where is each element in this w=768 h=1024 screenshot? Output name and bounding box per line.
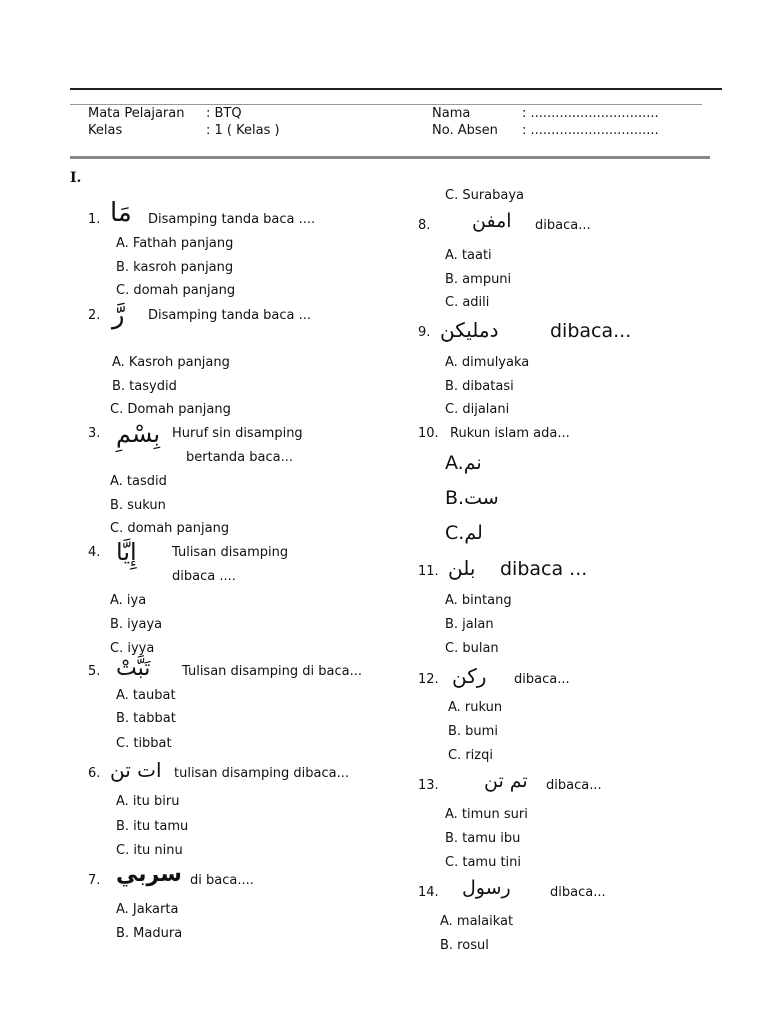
option[interactable]: B. Madura (116, 926, 183, 941)
question-number: 7. (88, 873, 101, 888)
option[interactable]: C. domah panjang (110, 521, 230, 536)
option-letter: B. (445, 487, 465, 509)
question-text: dibaca... (546, 778, 602, 793)
option[interactable]: B. tamu ibu (445, 831, 521, 846)
question-number: 6. (88, 766, 101, 781)
question-number: 11. (418, 564, 439, 579)
option-arabic: لم (464, 522, 483, 544)
option[interactable]: B. itu tamu (116, 819, 189, 834)
arabic-text: رَّ (112, 300, 125, 330)
question-number: 9. (418, 325, 431, 340)
question-number: 5. (88, 664, 101, 679)
option[interactable]: B. kasroh panjang (116, 260, 234, 275)
option[interactable]: B. iyaya (110, 617, 163, 632)
question-text: dibaca... (535, 218, 591, 233)
option-letter: A. (445, 452, 464, 474)
arabic-text: دمليكن (440, 318, 499, 342)
option[interactable]: A. taubat (116, 688, 176, 703)
option[interactable]: A. taati (445, 248, 492, 263)
question-text: di baca.... (190, 873, 254, 888)
question-text: Tulisan disamping di baca... (182, 664, 363, 679)
question-text: Rukun islam ada... (450, 426, 570, 441)
option[interactable]: C. dijalani (445, 402, 510, 417)
option[interactable]: C. tibbat (116, 736, 172, 751)
header-bottom-rule (70, 156, 710, 159)
arabic-text: ركن (452, 664, 487, 688)
arabic-text: سربي (116, 862, 182, 887)
option[interactable]: C. tamu tini (445, 855, 522, 870)
arabic-text: ات تن (110, 758, 162, 782)
arabic-text: بلن (448, 556, 476, 580)
question-text: Tulisan disamping (172, 545, 289, 560)
question-text: dibaca... (550, 320, 632, 342)
question-number: 13. (418, 778, 439, 793)
question-number: 8. (418, 218, 431, 233)
question-text-cont: dibaca .... (172, 569, 236, 584)
question-text: Huruf sin disamping (172, 426, 303, 441)
option[interactable]: B. tasydid (112, 379, 177, 394)
option[interactable]: B. tabbat (116, 711, 176, 726)
question-number: 3. (88, 426, 101, 441)
option[interactable]: A. dimulyaka (445, 355, 530, 370)
option[interactable]: A. Kasroh panjang (112, 355, 230, 370)
option[interactable]: A. malaikat (440, 914, 514, 929)
option[interactable]: A. Jakarta (116, 902, 179, 917)
option[interactable]: A. timun suri (445, 807, 528, 822)
question-number: 2. (88, 308, 101, 323)
option[interactable]: A. rukun (448, 700, 503, 715)
question-text: dibaca... (514, 672, 570, 687)
section-number: I. (70, 170, 82, 186)
option[interactable]: C. Surabaya (445, 188, 525, 203)
question-number: 12. (418, 672, 439, 687)
subject-value: : BTQ (206, 106, 242, 121)
option[interactable] (445, 452, 482, 474)
option[interactable]: A. tasdid (110, 474, 167, 489)
question-text: dibaca ... (500, 558, 588, 580)
question-text: Disamping tanda baca .... (148, 212, 316, 227)
option[interactable]: B. jalan (445, 617, 494, 632)
question-text: tulisan disamping dibaca... (174, 766, 350, 781)
option[interactable]: C. domah panjang (116, 283, 236, 298)
option[interactable]: B. ampuni (445, 272, 512, 287)
question-number: 10. (418, 426, 439, 441)
option-letter: C. (445, 522, 465, 544)
question-number: 1. (88, 212, 101, 227)
absen-field[interactable]: : ............................... (522, 123, 659, 138)
arabic-text: مَا (110, 198, 132, 228)
option[interactable]: A. Fathah panjang (116, 236, 234, 251)
option[interactable] (445, 522, 483, 544)
arabic-text: تَبَّتْ (116, 656, 151, 681)
option[interactable]: C. rizqi (448, 748, 493, 763)
top-rule (70, 88, 722, 90)
arabic-text: امفن (472, 210, 512, 232)
arabic-text: رسول (462, 877, 511, 899)
class-value: : 1 ( Kelas ) (206, 123, 280, 138)
option-arabic: نم (463, 452, 482, 474)
option[interactable] (445, 487, 499, 509)
question-number: 4. (88, 545, 101, 560)
header-thin-rule (70, 104, 702, 105)
option[interactable]: C. Domah panjang (110, 402, 231, 417)
option[interactable]: B. rosul (440, 938, 489, 953)
option[interactable]: B. sukun (110, 498, 166, 513)
name-label: Nama (432, 106, 471, 121)
option[interactable]: A. iya (110, 593, 147, 608)
arabic-text: إِيَّا (116, 538, 137, 566)
question-text-cont: bertanda baca... (186, 450, 293, 465)
class-label: Kelas (88, 123, 123, 138)
option[interactable]: C. adili (445, 295, 490, 310)
absen-label: No. Absen (432, 123, 498, 138)
option[interactable]: C. iyya (110, 641, 155, 656)
question-text: Disamping tanda baca ... (148, 308, 312, 323)
option[interactable]: C. bulan (445, 641, 499, 656)
option-arabic: ست (464, 487, 499, 509)
name-field[interactable]: : ............................... (522, 106, 659, 121)
question-text: dibaca... (550, 885, 606, 900)
arabic-text: تم تن (484, 770, 528, 792)
option[interactable]: A. itu biru (116, 794, 180, 809)
arabic-text: بِسْمِ (116, 420, 161, 448)
option[interactable]: C. itu ninu (116, 843, 183, 858)
question-number: 14. (418, 885, 439, 900)
option[interactable]: B. dibatasi (445, 379, 514, 394)
subject-label: Mata Pelajaran (88, 106, 185, 121)
option[interactable]: A. bintang (445, 593, 512, 608)
option[interactable]: B. bumi (448, 724, 498, 739)
